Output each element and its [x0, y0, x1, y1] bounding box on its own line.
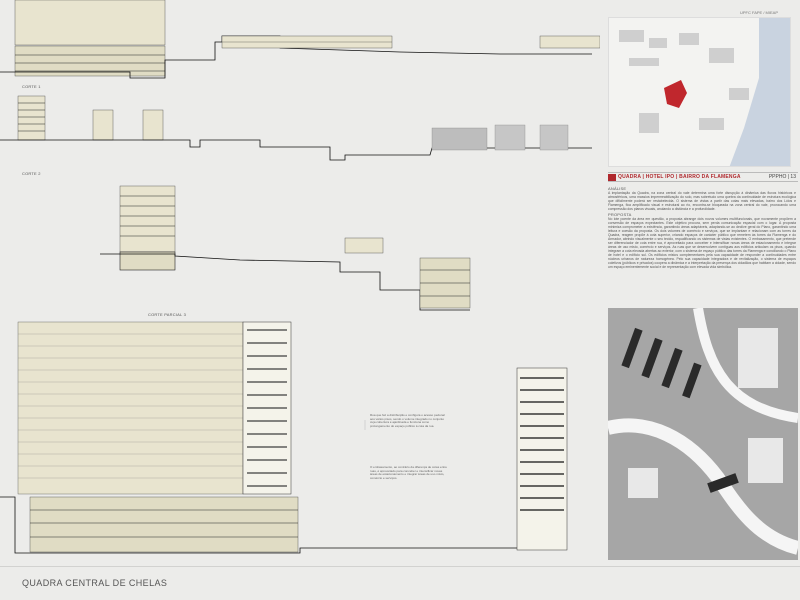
accent-box — [608, 174, 616, 181]
sheet-header — [608, 172, 798, 182]
cut-1-label: CORTE 1 — [22, 84, 41, 89]
section-1 — [0, 0, 600, 78]
sheet-title: QUADRA | HOTEL IPO | BAIRRO DA FLAMENGA — [618, 174, 741, 180]
proposal-heading: PROPOSTA — [608, 212, 632, 217]
annotation-note-1: Rua que faz a distribuição e configura o acesso pedonal aos vários pisos, sendo o volume integrado no conjunto cuja cobertura é ajardinada e funciona como prolongamento do espaço público à cota da rua. — [370, 413, 445, 428]
section-3 — [100, 186, 470, 310]
cut-2-label: CORTE 2 — [22, 171, 41, 176]
course-label: UPFC FAPE / MIEAP — [740, 10, 779, 15]
cut-3-label: CORTE PARCIAL 3 — [148, 312, 187, 317]
sheet-code: PPPHO | 13 — [768, 174, 796, 180]
analysis-heading: ANÁLISE — [608, 186, 627, 191]
footer-divider — [0, 566, 800, 567]
site-plan — [608, 308, 798, 560]
section-4 — [0, 322, 567, 553]
section-2 — [0, 96, 592, 160]
project-title: QUADRA CENTRAL DE CHELAS — [22, 578, 168, 588]
proposal-text: No lote poente da área em questão, a proposta abrange dois novos volumes multifuncionais, que novamente propõem a conversão de espaços expectantes. Este objetivo procura, sem perda comunicação espacial com o lugar. A proposta minimiza comprometer a existência, garantindo áreas adaptáveis, adaptando-se ao declive geral do Plano, garantindo uma leitura e coesão da proposta. Os dois volumes de comércio e serviços, que se implantam e relacionam com as torres da Quadra, reagem propõe à cota superior, criando espaços de carácter público que remetem às torres da Flamenga e do Armador, abrindo visualmente o seu tecido, requalificando os sistemas de vistas existentes. O embasamento, que pretende ser diferenciador de cota entre rua, é aproveitado para conceber e intensificar novas áreas de estacionamento e integrar áreas de uso misto, comércio e serviços. As ruas que se desenvolvem contíguas aos edifícios articulam os pisos, quando integram a cota elevada abertas ao exterior, com o sistema de espaço público das torres da Flamenga e conciliando o Plano de hotel e o edifício sul. Os edifícios mistos complementares pela sua capacidade de responder a continuidades entre núcleos urbanos de natureza homogénea. Pelo sua capacidade integradora e de revitalização, o sistema de espaços coletivos (públicos e privados) coopera a dinâmica e a interpretação da presença dos cidadãos que habitam a cidade, sendo um espaço eminentemente social e de representação com elevada vida simbólica. — [608, 217, 796, 269]
analysis-text: A implantação da Quadra, na zona central do vale determina uma forte disrupção à dinâmica das fluxos históricos e atmosféricos, uma massiva impermeabilização do solo, mas sobretudo uma quebra da continuidade de estrutura ecológica que dificilmente poderá ser restabelecida. O sistema de vistas a partir das cotas mais elevadas, bairro dos Lóios e Flamenga, fica amplificado visual e estrutural ao rio, encontra-se bloqueada na zona central do vale, provocando uma compressão dos planos visuais, anulando a distância e a profundidade. — [608, 191, 796, 211]
text-block — [608, 185, 796, 305]
annotation-note-2: O embasamento, ao contrário da diferença de cotas entre ruas, é aproveitado para conceber e intensificar novas áreas de estacionamento e integrar áreas de uso misto, comércio e serviços. — [370, 465, 447, 480]
location-map — [608, 17, 791, 167]
